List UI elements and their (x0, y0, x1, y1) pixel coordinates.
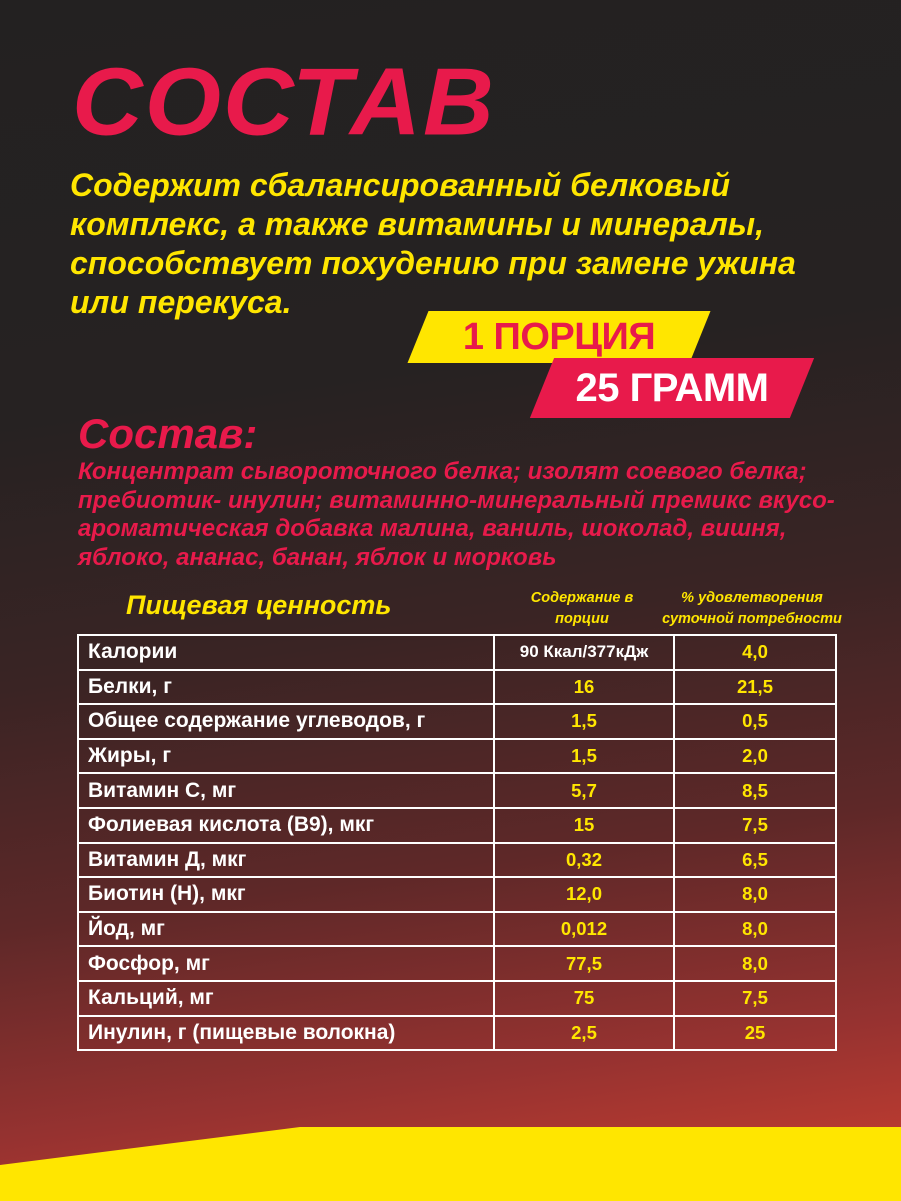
nutrient-percent: 4,0 (674, 635, 836, 670)
nutrient-value: 5,7 (494, 773, 674, 808)
table-row (78, 704, 836, 739)
nutrition-title: Пищевая ценность (126, 590, 392, 620)
nutrient-value: 16 (494, 670, 674, 705)
page-title: СОСТАВ (72, 47, 496, 155)
nutrient-value: 77,5 (494, 946, 674, 981)
table-row (78, 877, 836, 912)
nutrient-value: 90 Ккал/377кДж (494, 635, 674, 670)
weight-badge (530, 358, 814, 418)
portion-badge (407, 311, 710, 363)
nutrient-name: Фосфор, мг (78, 946, 494, 981)
nutrient-value: 15 (494, 808, 674, 843)
nutrient-name: Витамин С, мг (78, 773, 494, 808)
table-row (78, 981, 836, 1016)
nutrient-percent: 0,5 (674, 704, 836, 739)
nutrient-value: 75 (494, 981, 674, 1016)
table-row (78, 773, 836, 808)
table-row (78, 946, 836, 981)
table-row (78, 843, 836, 878)
table-row (78, 670, 836, 705)
composition-title: Состав: (78, 410, 258, 457)
nutrient-name: Фолиевая кислота (В9), мкг (78, 808, 494, 843)
ingredients-text: Концентрат сывороточного белка; изолят соевого белка; пребиотик- инулин; витаминно-минеральный премикс вкусо-ароматическая добавка малина, ваниль, шоколад, вишня, яблоко, ананас, банан, яблок и морковь (78, 458, 835, 571)
portion-label: 1 ПОРЦИЯ (462, 316, 656, 358)
nutrient-value: 12,0 (494, 877, 674, 912)
nutrient-name: Жиры, г (78, 739, 494, 774)
nutrient-percent: 8,5 (674, 773, 836, 808)
nutrient-value: 0,32 (494, 843, 674, 878)
nutrient-name: Биотин (Н), мкг (78, 877, 494, 912)
portion-weight: 25 ГРАММ (575, 366, 769, 410)
nutrient-percent: 8,0 (674, 912, 836, 947)
intro-text: Содержит сбалансированный белковый комплекс, а также витамины и минералы, способствует похудению при замене ужина или перекуса. (70, 167, 796, 320)
column-header-daily-percent: % удовлетворения суточной потребности (662, 590, 842, 627)
nutrient-percent: 2,0 (674, 739, 836, 774)
nutrient-name: Йод, мг (78, 912, 494, 947)
nutrient-percent: 25 (674, 1016, 836, 1051)
table-row (78, 912, 836, 947)
nutrient-name: Белки, г (78, 670, 494, 705)
bottom-yellow-band (0, 1127, 901, 1201)
nutrient-value: 2,5 (494, 1016, 674, 1051)
nutrient-value: 1,5 (494, 704, 674, 739)
nutrient-name: Витамин Д, мкг (78, 843, 494, 878)
nutrient-percent: 7,5 (674, 808, 836, 843)
table-row (78, 808, 836, 843)
table-row (78, 739, 836, 774)
nutrient-percent: 6,5 (674, 843, 836, 878)
nutrient-name: Общее содержание углеводов, г (78, 704, 494, 739)
nutrient-percent: 21,5 (674, 670, 836, 705)
nutrient-name: Калории (78, 635, 494, 670)
nutrient-name: Инулин, г (пищевые волокна) (78, 1016, 494, 1051)
nutrient-percent: 7,5 (674, 981, 836, 1016)
nutrient-percent: 8,0 (674, 946, 836, 981)
column-header-per-serving: Содержание в порции (530, 590, 634, 627)
nutrient-value: 1,5 (494, 739, 674, 774)
table-row (78, 635, 836, 670)
yellow-wedge (0, 1127, 901, 1201)
nutrient-name: Кальций, мг (78, 981, 494, 1016)
nutrition-table (77, 634, 837, 1051)
table-row (78, 1016, 836, 1051)
nutrient-percent: 8,0 (674, 877, 836, 912)
nutrient-value: 0,012 (494, 912, 674, 947)
